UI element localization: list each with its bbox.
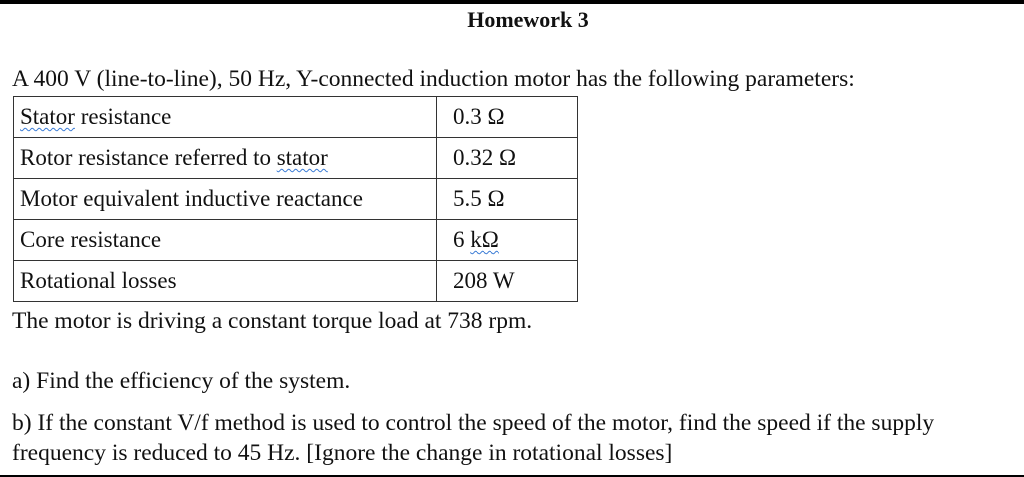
load-note: The motor is driving a constant torque load at 738 rpm. [12,308,533,334]
parameter-value: 5.5 Ω [437,179,578,220]
parameter-value: 0.32 Ω [437,138,578,179]
table-row [14,220,578,261]
problem-intro: A 400 V (line-to-line), 50 Hz, Y-connected induction motor has the following parameters: [12,66,855,92]
document-title: Homework 3 [467,7,589,32]
parameter-name: Rotational losses [14,261,437,302]
table-row [14,97,578,138]
table-row [14,261,578,302]
table-row [14,138,578,179]
spellcheck-word: kΩ [470,227,499,252]
parameter-name: Core resistance [14,220,437,261]
parameter-value: 0.3 Ω [437,97,578,138]
parameter-name: Rotor resistance referred to stator [14,138,437,179]
table-row [14,179,578,220]
parameter-value: 6 kΩ [437,220,578,261]
question-a: a) Find the efficiency of the system. [12,368,351,394]
spellcheck-word: Stator [20,104,75,129]
parameter-name: Stator resistance [14,97,437,138]
parameter-name: Motor equivalent inductive reactance [14,179,437,220]
spellcheck-word: stator [276,145,328,170]
parameters-table [13,96,578,302]
top-border-line [0,0,1024,4]
parameter-value: 208 W [437,261,578,302]
question-b: b) If the constant V/f method is used to control the speed of the motor, find the speed if the supply frequency is reduced to 45 Hz. [Ignore the change in rotational losses] [12,410,935,466]
